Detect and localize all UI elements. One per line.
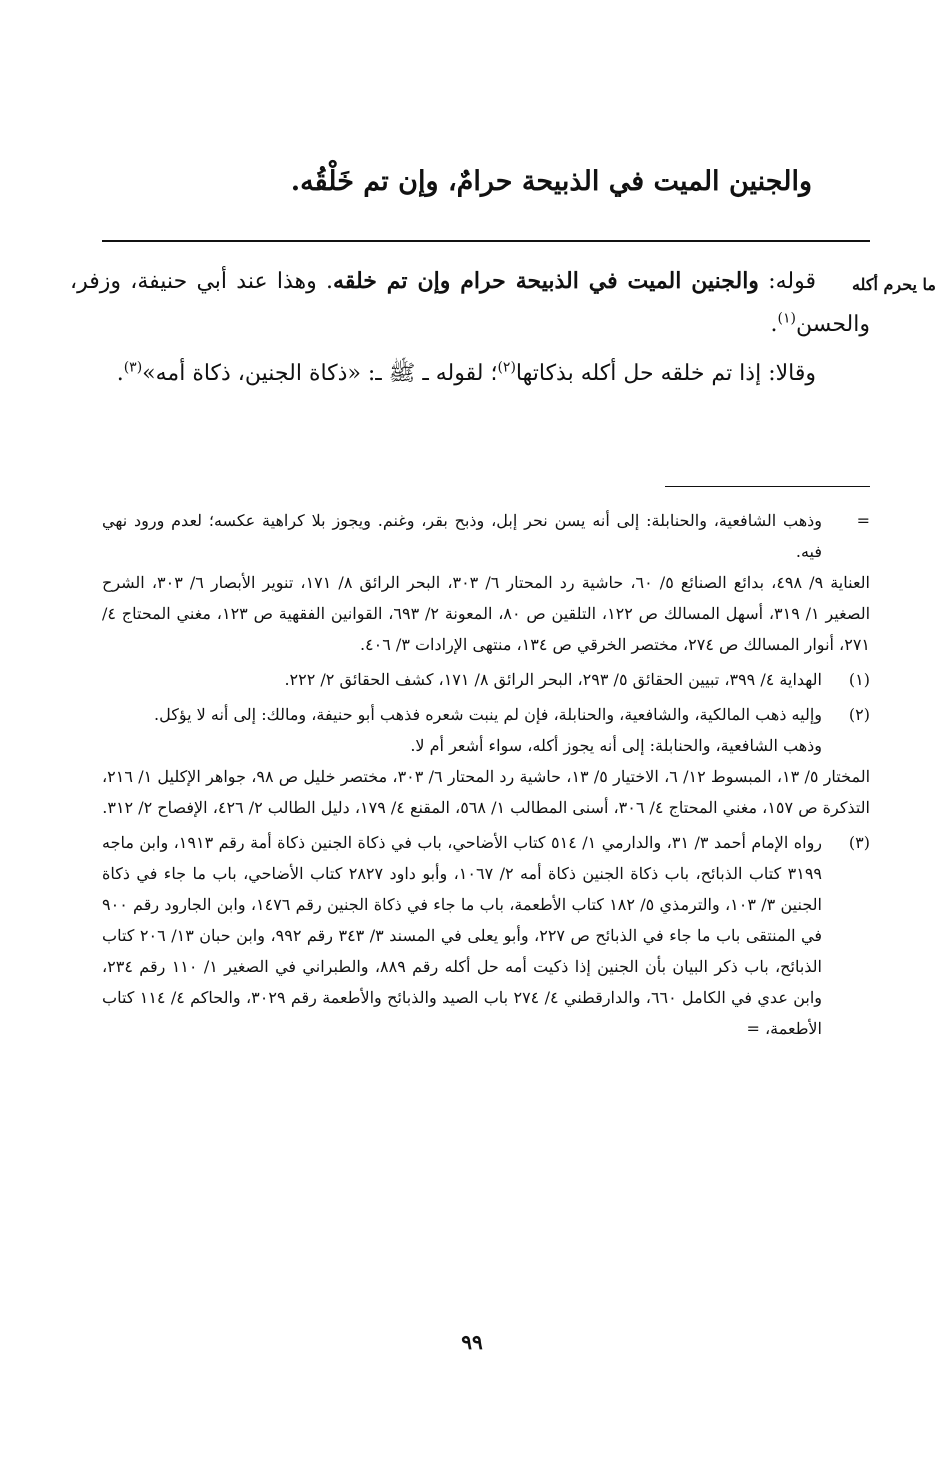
footnote-number: (٢) — [848, 705, 870, 724]
footnote-2 — [102, 699, 870, 823]
footnote-ref-3[interactable]: (٣) — [123, 359, 143, 376]
footnote-separator — [665, 486, 870, 487]
commentary-paragraph-1 — [70, 260, 870, 346]
footnote-references: المختار ٥/ ١٣، المبسوط ١٢/ ٦، الاختيار ٥/ ١٣، حاشية رد المحتار ٦/ ٣٠٣، مختصر خليل ص ٩٨، جواهر الإكليل ١/ ٢١٦، التذكرة ص ١٥٧، مغني المحتاج ٤/ ٣٠٦، أسنى المطالب ١/ ٥٦٨، المقنع ٤/ ١٧٩، دليل الطالب ٢/ ٤٢٦، الإفصاح ٢/ ٣١٢. — [102, 767, 871, 817]
footnote-ref-2[interactable]: (٢) — [497, 359, 516, 376]
footnote-text: وذهب الشافعية، والحنابلة: إلى أنه يجوز أكله، سواء أشعر أم لا. — [410, 736, 822, 755]
commentary-text — [70, 260, 870, 401]
footnotes — [102, 505, 870, 1048]
commentary-text-part: . — [770, 312, 778, 337]
commentary-text-part: . — [116, 361, 124, 386]
footnote-text: رواه الإمام أحمد ٣/ ٣١، والدارمي ١/ ٥١٤ كتاب الأضاحي، باب في ذكاة الجنين ذكاة أمة رقم ١٩١٣، وابن ماجه ٣١٩٩ كتاب الذبائح، باب ذكاة الجنين ذكاة أمه ٢/ ١٠٦٧، وأبو داود ٢٨٢٧ كتاب الأضاحي، باب ما جاء في ذكاة الجنين ٣/ ١٠٣، والترمذي ٥/ ١٨٢ كتاب الأطعمة، باب ما جاء في ذكاة الجنين رقم ١٤٧٦، وابن الجارود رقم ٩٠٠ في المنتقى باب ما جاء في الذبائح ص ٢٢٧، وأبو يعلى في المسند ٣/ ٣٤٣ رقم ٩٩٢، وابن حبان ١٣/ ٢٠٦ كتاب الذبائح، باب ذكر البيان بأن الجنين إذا ذكيت أمه حل أكله رقم ٨٨٩، والطبراني في الصغير ١/ ١١٠ رقم ٢٣٤، وابن عدي في الكامل ٦٦٠، والدارقطني ٤/ ٢٧٤ باب الصيد والذبائح والأطعمة رقم ٣٠٢٩، والحاكم ٤/ ١١٤ كتاب الأطعمة، = — [102, 833, 823, 1038]
footnote-text: وذهب الشافعية، والحنابلة: إلى أنه يسن نحر إبل، وذبح بقر، وغنم. ويجوز بلا كراهية عكسه؛ لعدم ورود نهي فيه. — [102, 511, 822, 561]
commentary-paragraph-2 — [70, 352, 870, 395]
margin-note: ما يحرم أكله — [851, 275, 936, 294]
footnote-3 — [102, 827, 870, 1044]
footnote-number: (١) — [848, 670, 870, 689]
footnote-text: وإليه ذهب المالكية، والشافعية، والحنابلة، فإن لم ينبت شعره فذهب أبو حنيفة، ومالك: إلى أنه لا يؤكل. — [154, 705, 822, 724]
commentary-text-part: ؛ لقوله ـ ﷺ ـ: «ذكاة الجنين، ذكاة أمه» — [142, 361, 498, 386]
commentary-text-part: وقالا: إذا تم خلقه حل أكله بذكاتها — [515, 361, 816, 386]
commentary-text-part: . وهذا عند أبي حنيفة، وزفر، والحسن — [70, 269, 870, 337]
quoted-matn: والجنين الميت في الذبيحة حرام وإن تم خلقه — [333, 268, 759, 294]
footnote-ref-1[interactable]: (١) — [777, 310, 796, 327]
footnote-references: العناية ٩/ ٤٩٨، بدائع الصنائع ٥/ ٦٠، حاشية رد المحتار ٦/ ٣٠٣، البحر الرائق ٨/ ١٧١، تنوير الأبصار ٦/ ٣٠٣، الشرح الصغير ١/ ٣١٩، أسهل المسالك ص ١٢٢، التلقين ص ٨٠، المعونة ٢/ ٦٩٣، القوانين الفقهية ص ١٢٣، مغني المحتاج ٤/ ٢٧١، أنوار المسالك ص ٢٧٤، مختصر الخرقي ص ١٣٤، منتهى الإرادات ٣/ ٤٠٦. — [102, 573, 871, 654]
footnote-1 — [102, 664, 870, 695]
footnote-number: (٣) — [848, 833, 870, 852]
commentary-intro: قوله: — [758, 269, 816, 294]
footnote-text: الهداية ٤/ ٣٩٩، تبيين الحقائق ٥/ ٢٩٣، البحر الرائق ٨/ ١٧١، كشف الحقائق ٢/ ٢٢٢. — [284, 670, 822, 689]
matn-heading: والجنين الميت في الذبيحة حرامٌ، وإن تم خَلْقُه. — [290, 166, 812, 197]
footnote-continued — [102, 505, 870, 660]
continuation-marker: = — [856, 511, 870, 530]
separator-line — [102, 240, 870, 242]
page-number: ٩٩ — [461, 1330, 483, 1354]
